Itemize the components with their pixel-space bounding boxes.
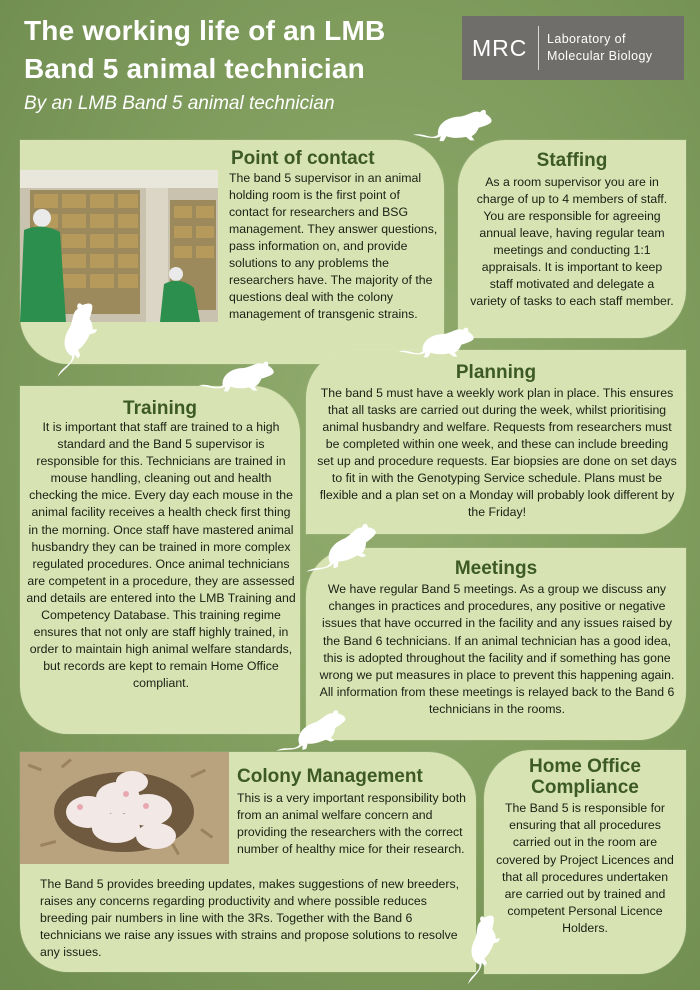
- colony-management-panel: [20, 752, 476, 972]
- planning-panel: [306, 350, 686, 534]
- staffing-body: As a room supervisor you are in charge of up to 4 members of staff. You are responsible for agreeing annual leave, having regular team meetings and conducting 1:1 appraisals. It is important to keep staff motivated and delegate a variety of tasks to each staff member.: [470, 175, 674, 308]
- staffing-heading: Staffing: [536, 150, 608, 171]
- logo-divider: [538, 26, 539, 70]
- home-office-compliance-panel: [484, 750, 686, 974]
- mouse-silhouette-icon: [410, 104, 494, 146]
- logo-acronym: MRC: [472, 34, 528, 61]
- staffing-panel: [458, 140, 686, 338]
- meetings-panel: [306, 548, 686, 740]
- training-heading: Training: [123, 398, 197, 419]
- meetings-heading: Meetings: [454, 558, 538, 579]
- animal-room-photo: [20, 170, 218, 322]
- colony-management-body-1: This is a very important responsibility both from an animal welfare concern and providing the researchers with the correct number of healthy mice for their research.: [237, 791, 466, 856]
- training-body: It is important that staff are trained to a high standard and the Band 5 supervisor is responsible for this. Technicians are trained in mouse handling, cleaning out and health checking the mice. Every day each mouse in the animal facility receives a health check first thing in the morning. Once staff have mastered animal husbandry they can be trained in more complex regulated procedures. Once animal technicians are competent in a procedure, they are assessed and details are entered into the LMB Training and Competency Database. This training regime ensures that not only are staff highly trained, in order to maintain high animal welfare standards, but records are kept to remain Home Office compliant.: [26, 420, 296, 691]
- point-of-contact-body: The band 5 supervisor in an animal holding room is the first point of contact for researchers and BSG management. They answer questions, pass information on, and provide solutions to any problems the researchers have. The majority of the questions deal with the colony management of transgenic strains.: [229, 171, 438, 321]
- colony-management-heading: Colony Management: [237, 766, 423, 787]
- planning-heading: Planning: [455, 362, 537, 383]
- mrc-logo: [462, 16, 684, 80]
- poster-subtitle: By an LMB Band 5 animal technician: [24, 93, 335, 114]
- logo-line-1: Laboratory of: [547, 32, 626, 46]
- colony-management-body-2: The Band 5 provides breeding updates, makes suggestions of new breeders, raises any concerns regarding productivity and where possible reduces breeding pair numbers in line with the 3Rs. Together with the Band 6 technicians we raise any issues with strains and propose solutions to resolve any issues.: [40, 877, 460, 959]
- mouse-silhouette-icon: [196, 356, 276, 396]
- training-panel: [20, 386, 300, 734]
- point-of-contact-heading: Point of contact: [231, 148, 375, 169]
- poster-title: The working life of an LMB Band 5 animal technician: [24, 15, 386, 84]
- home-office-body: The Band 5 is responsible for ensuring that all procedures carried out in the room are covered by Project Licences and that all procedures undertaken are carried out by trained and competent Personal Licence Holders.: [496, 801, 674, 936]
- logo-lab-name: [547, 31, 652, 65]
- meetings-body: We have regular Band 5 meetings. As a group we discuss any changes in practices and procedures, any positive or negative issues that have occurred in the facility and any issues raised by the Band 6 technicians. If an animal technician has a good idea, this is adopted throughout the facility and if something has gone wrong we put measures in place to prevent this happening again. All information from these meetings is relayed back to the Band 6 technicians in the rooms.: [319, 582, 675, 717]
- logo-line-2: Molecular Biology: [547, 49, 653, 63]
- mouse-silhouette-icon: [396, 322, 476, 362]
- home-office-heading: Home Office Compliance: [529, 756, 641, 798]
- planning-body: The band 5 must have a weekly work plan in place. This ensures that all tasks are carried out during the week, whilst prioritising animal husbandry and welfare. Requests from researchers must be completed within one week, and these can include breeding set up and procedure requests. Ear biopsies are done on set days to fit in with the Genotyping Service schedule. Plans must be flexible and a plan set on a Monday will probably look different by the Friday!: [317, 386, 677, 519]
- mouse-pups-photo: [20, 752, 229, 864]
